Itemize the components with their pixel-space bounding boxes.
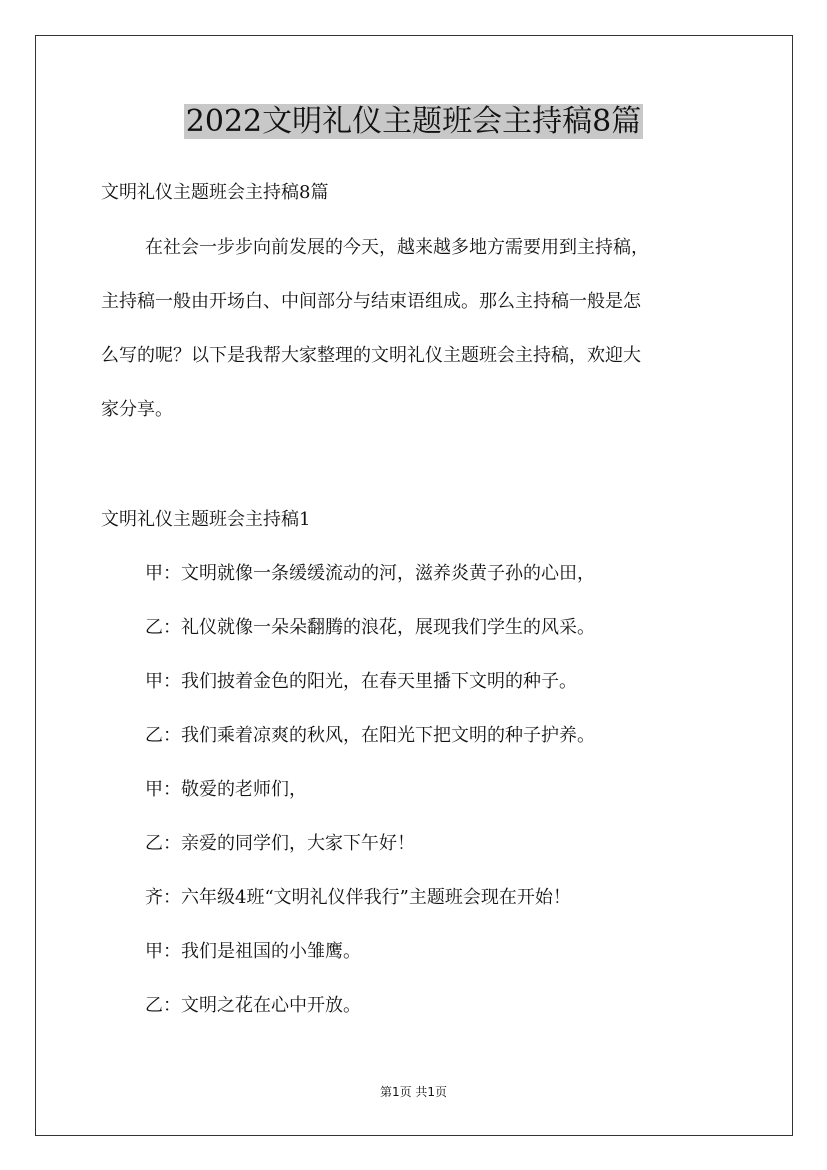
intro-line-4: 家分享。 <box>101 399 173 420</box>
dialogue-line: 甲：文明就像一条缓缓流动的河，滋养炎黄子孙的心田， <box>145 563 595 584</box>
dialogue-line: 乙：文明之花在心中开放。 <box>145 995 361 1016</box>
dialogue-line: 乙：亲爱的同学们，大家下午好！ <box>145 833 415 854</box>
dialogue-line: 甲：敬爱的老师们， <box>145 779 307 800</box>
dialogue-line: 甲：我们披着金色的阳光，在春天里播下文明的种子。 <box>145 671 577 692</box>
document-title <box>0 100 827 144</box>
intro-line-2: 主持稿一般由开场白、中间部分与结束语组成。那么主持稿一般是怎 <box>101 291 641 312</box>
dialogue-line: 甲：我们是祖国的小雏鹰。 <box>145 941 361 962</box>
section-heading: 文明礼仪主题班会主持稿1 <box>101 509 311 530</box>
page-footer: 第1页 共1页 <box>379 1085 448 1099</box>
dialogue-line: 乙：我们乘着凉爽的秋风，在阳光下把文明的种子护养。 <box>145 725 595 746</box>
dialogue-line: 乙：礼仪就像一朵朵翻腾的浪花，展现我们学生的风采。 <box>145 617 595 638</box>
document-title-text: 2022文明礼仪主题班会主持稿8篇 <box>185 104 642 139</box>
intro-line-1: 在社会一步步向前发展的今天，越来越多地方需要用到主持稿， <box>145 237 649 258</box>
dialogue-line: 齐：六年级4班“文明礼仪伴我行”主题班会现在开始！ <box>145 887 571 908</box>
intro-line-3: 么写的呢？以下是我帮大家整理的文明礼仪主题班会主持稿，欢迎大 <box>101 345 641 366</box>
document-subtitle: 文明礼仪主题班会主持稿8篇 <box>101 182 329 203</box>
